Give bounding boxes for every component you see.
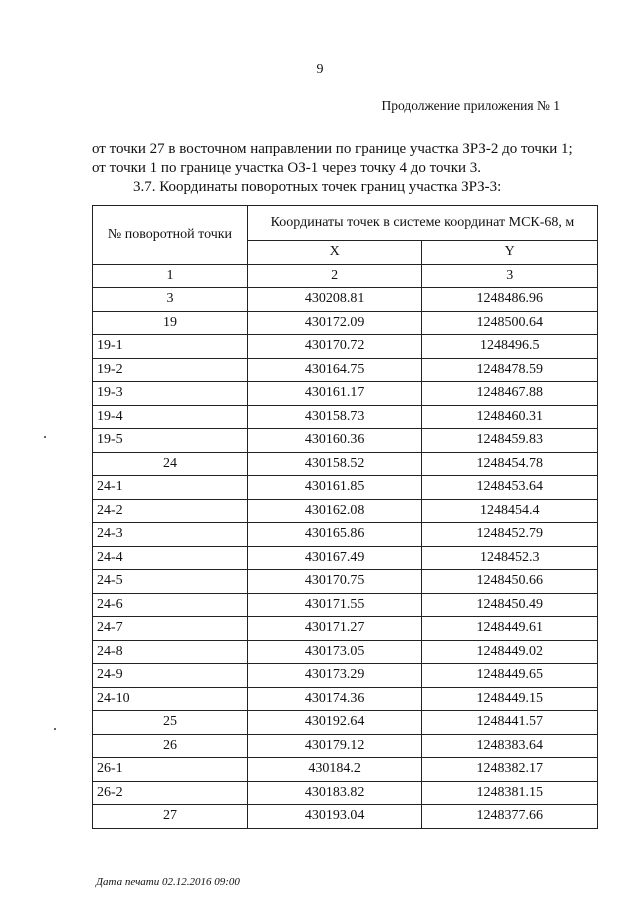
- x-coordinate-cell: 430183.82: [247, 781, 421, 805]
- scan-speck: [44, 436, 46, 438]
- page-number: 9: [316, 62, 324, 77]
- x-coordinate-cell: 430184.2: [247, 758, 421, 782]
- table-row: [93, 382, 598, 406]
- x-coordinate-cell: 430171.55: [247, 593, 421, 617]
- y-coordinate-cell: 1248382.17: [422, 758, 598, 782]
- x-coordinate-cell: 430192.64: [247, 711, 421, 735]
- point-number-cell: 26: [93, 734, 248, 758]
- point-number-cell: 24-1: [93, 476, 248, 500]
- table-row: [93, 758, 598, 782]
- table-row: [93, 664, 598, 688]
- x-coordinate-cell: 430167.49: [247, 546, 421, 570]
- table-header-row: [93, 206, 598, 241]
- point-number-cell: 24-2: [93, 499, 248, 523]
- point-number-cell: 19-2: [93, 358, 248, 382]
- point-number-cell: 19-1: [93, 335, 248, 359]
- numbering-cell: 3: [422, 264, 598, 288]
- y-coordinate-cell: 1248449.65: [422, 664, 598, 688]
- x-coordinate-cell: 430165.86: [247, 523, 421, 547]
- y-coordinate-cell: 1248454.4: [422, 499, 598, 523]
- table-row: [93, 570, 598, 594]
- x-coordinate-cell: 430161.85: [247, 476, 421, 500]
- y-coordinate-cell: 1248450.66: [422, 570, 598, 594]
- y-coordinate-cell: 1248496.5: [422, 335, 598, 359]
- y-coordinate-cell: 1248467.88: [422, 382, 598, 406]
- point-number-cell: 24-6: [93, 593, 248, 617]
- table-row: [93, 546, 598, 570]
- table-row: [93, 311, 598, 335]
- table-row: [93, 429, 598, 453]
- y-coordinate-cell: 1248450.49: [422, 593, 598, 617]
- paragraph-1: от точки 27 в восточном направлении по границе участка ЗРЗ-2 до точки 1;: [92, 141, 573, 157]
- table-row: [93, 499, 598, 523]
- y-coordinate-cell: 1248453.64: [422, 476, 598, 500]
- numbering-cell: 2: [247, 264, 421, 288]
- y-coordinate-cell: 1248452.3: [422, 546, 598, 570]
- table-row: [93, 405, 598, 429]
- x-coordinate-cell: 430160.36: [247, 429, 421, 453]
- y-coordinate-cell: 1248486.96: [422, 288, 598, 312]
- table-row: [93, 781, 598, 805]
- point-number-cell: 26-1: [93, 758, 248, 782]
- point-number-cell: 24-8: [93, 640, 248, 664]
- table-row: [93, 617, 598, 641]
- table-row: [93, 523, 598, 547]
- y-coordinate-cell: 1248449.02: [422, 640, 598, 664]
- x-coordinate-cell: 430171.27: [247, 617, 421, 641]
- section-heading: 3.7. Координаты поворотных точек границ участка ЗРЗ-3:: [133, 179, 502, 195]
- x-coordinate-cell: 430158.52: [247, 452, 421, 476]
- y-coordinate-cell: 1248377.66: [422, 805, 598, 829]
- table-row: [93, 593, 598, 617]
- point-number-cell: 24-3: [93, 523, 248, 547]
- point-number-cell: 24-7: [93, 617, 248, 641]
- x-coordinate-cell: 430170.72: [247, 335, 421, 359]
- table-row: [93, 687, 598, 711]
- y-coordinate-cell: 1248449.61: [422, 617, 598, 641]
- table-row: [93, 476, 598, 500]
- table-row: [93, 358, 598, 382]
- point-number-cell: 24-4: [93, 546, 248, 570]
- y-coordinate-cell: 1248381.15: [422, 781, 598, 805]
- x-coordinate-cell: 430164.75: [247, 358, 421, 382]
- y-coordinate-cell: 1248459.83: [422, 429, 598, 453]
- x-coordinate-cell: 430170.75: [247, 570, 421, 594]
- point-number-cell: 3: [93, 288, 248, 312]
- header-x: X: [247, 241, 421, 265]
- x-coordinate-cell: 430173.29: [247, 664, 421, 688]
- print-date-footer: Дата печати 02.12.2016 09:00: [96, 876, 240, 888]
- header-y: Y: [422, 241, 598, 265]
- table-row: [93, 335, 598, 359]
- point-number-cell: 27: [93, 805, 248, 829]
- table-numbering-row: [93, 264, 598, 288]
- point-number-cell: 24-9: [93, 664, 248, 688]
- table-row: [93, 711, 598, 735]
- x-coordinate-cell: 430162.08: [247, 499, 421, 523]
- point-number-cell: 19-4: [93, 405, 248, 429]
- y-coordinate-cell: 1248478.59: [422, 358, 598, 382]
- scan-speck: [54, 728, 56, 730]
- y-coordinate-cell: 1248460.31: [422, 405, 598, 429]
- header-coordinates: Координаты точек в системе координат МСК-68, м: [247, 206, 597, 241]
- x-coordinate-cell: 430161.17: [247, 382, 421, 406]
- x-coordinate-cell: 430179.12: [247, 734, 421, 758]
- numbering-cell: 1: [93, 264, 248, 288]
- point-number-cell: 24-5: [93, 570, 248, 594]
- header-point-number: № поворотной точки: [93, 206, 248, 265]
- point-number-cell: 25: [93, 711, 248, 735]
- coordinates-table: [92, 205, 598, 829]
- table-row: [93, 805, 598, 829]
- x-coordinate-cell: 430172.09: [247, 311, 421, 335]
- x-coordinate-cell: 430174.36: [247, 687, 421, 711]
- x-coordinate-cell: 430173.05: [247, 640, 421, 664]
- point-number-cell: 26-2: [93, 781, 248, 805]
- point-number-cell: 19: [93, 311, 248, 335]
- y-coordinate-cell: 1248454.78: [422, 452, 598, 476]
- x-coordinate-cell: 430158.73: [247, 405, 421, 429]
- y-coordinate-cell: 1248449.15: [422, 687, 598, 711]
- point-number-cell: 24: [93, 452, 248, 476]
- point-number-cell: 19-3: [93, 382, 248, 406]
- x-coordinate-cell: 430208.81: [247, 288, 421, 312]
- appendix-caption: Продолжение приложения № 1: [381, 98, 560, 113]
- paragraph-2: от точки 1 по границе участка ОЗ-1 через точку 4 до точки 3.: [92, 160, 482, 176]
- y-coordinate-cell: 1248500.64: [422, 311, 598, 335]
- point-number-cell: 24-10: [93, 687, 248, 711]
- y-coordinate-cell: 1248383.64: [422, 734, 598, 758]
- table-row: [93, 640, 598, 664]
- point-number-cell: 19-5: [93, 429, 248, 453]
- y-coordinate-cell: 1248441.57: [422, 711, 598, 735]
- table-row: [93, 734, 598, 758]
- table-row: [93, 288, 598, 312]
- table-row: [93, 452, 598, 476]
- y-coordinate-cell: 1248452.79: [422, 523, 598, 547]
- x-coordinate-cell: 430193.04: [247, 805, 421, 829]
